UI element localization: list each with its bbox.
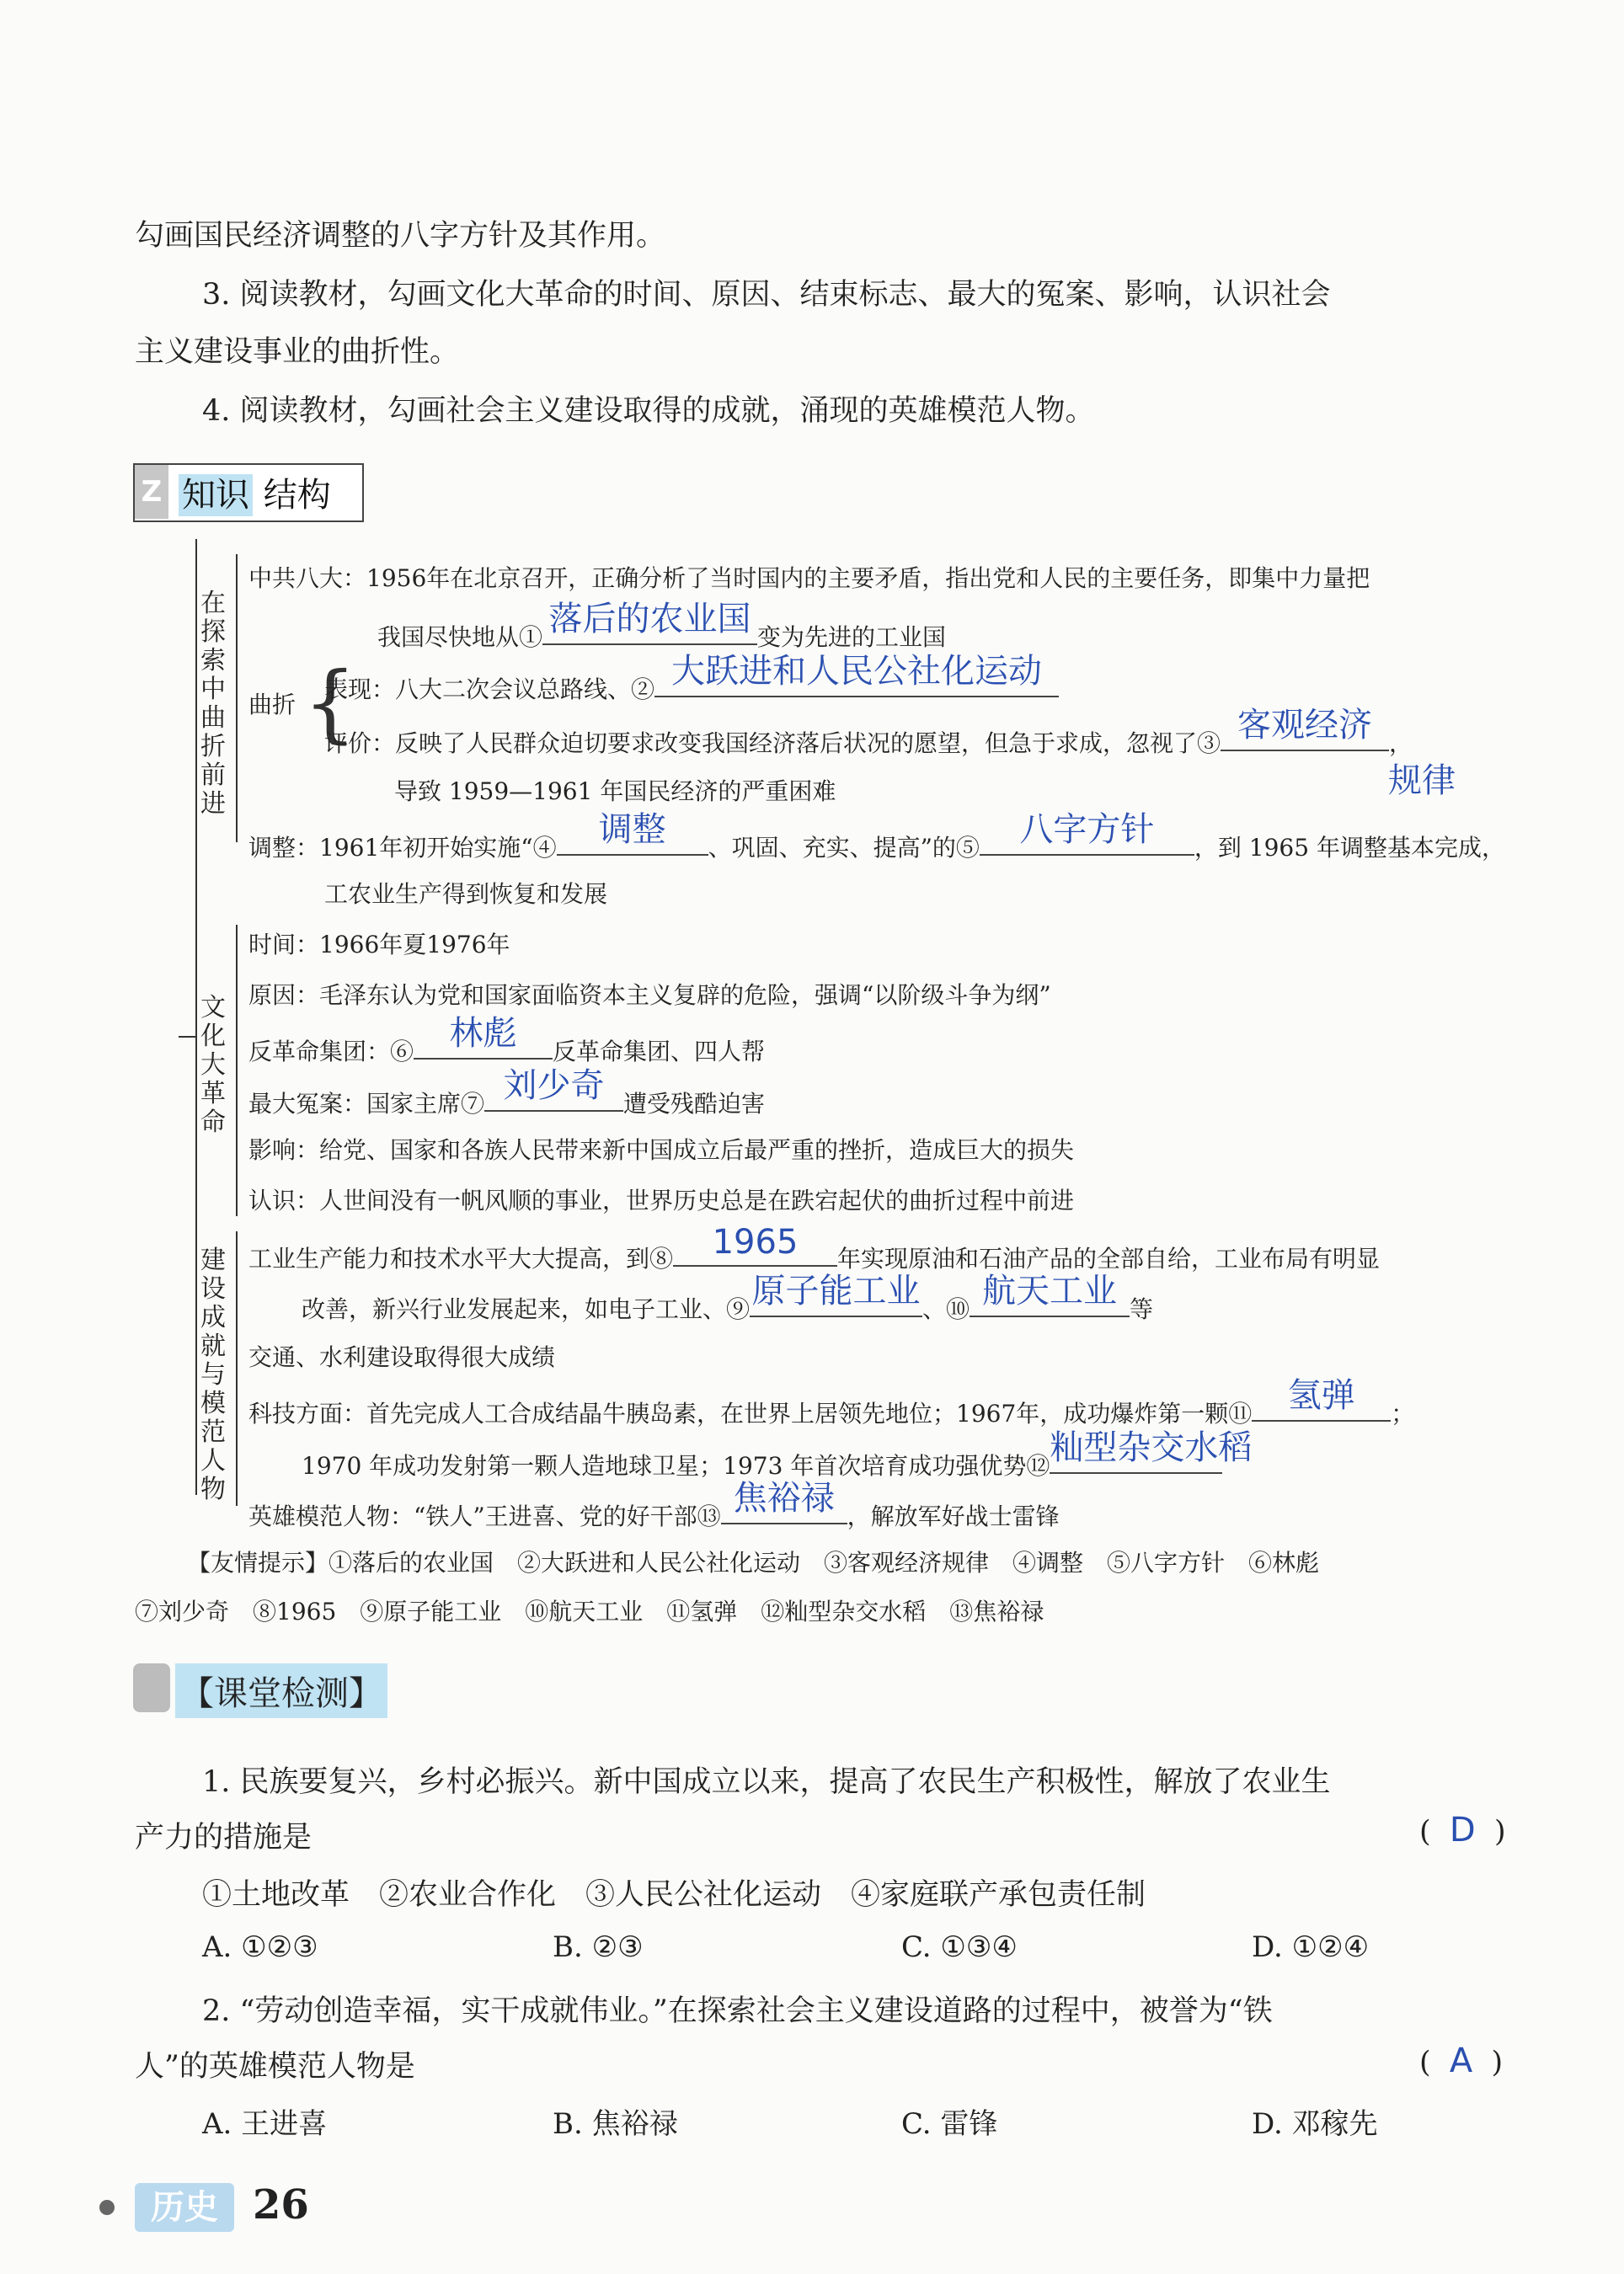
- g1-line-3: 表现：八大二次会议总路线、② 大跃进和人民公社化运动: [324, 667, 1059, 705]
- g3-line-3: 交通、水利建设取得很大成绩: [248, 1343, 556, 1371]
- g2-line-4: 最大冤案：国家主席⑦ 刘少奇 遭受残酷迫害: [248, 1081, 765, 1119]
- g2-line-6: 认识：人世间没有一帆风顺的事业，世界历史总是在跌宕起伏的曲折过程中前进: [248, 1187, 1075, 1214]
- g1-line-6: 调整：1961年初开始实施“④ 调整 、巩固、充实、提高”的⑤ 八字方针 ，到 1965 年调整基本完成，: [248, 825, 1505, 863]
- twist-brace: {: [303, 654, 357, 752]
- twist-label: 曲折: [248, 691, 296, 718]
- answer-11: 氢弹: [1287, 1376, 1355, 1415]
- answer-12: 籼型杂交水稻: [1050, 1428, 1253, 1467]
- q1-items: ①土地改革 ②农业合作化 ③人民公社化运动 ④家庭联产承包责任制: [202, 1878, 1146, 1912]
- q1-option-b: B. ②③: [553, 1930, 644, 1964]
- intro-line-1: 勾画国民经济调整的八字方针及其作用。: [135, 219, 666, 253]
- q1-option-c: C. ①③④: [901, 1930, 1018, 1964]
- footer-dot-icon: [99, 2200, 115, 2215]
- group-label-cultural-revolution: 文化大革命: [200, 993, 226, 1137]
- q2-answer-slot: ( A ): [1419, 2042, 1504, 2080]
- g1-line-5: 导致 1959—1961 年国民经济的严重困难: [394, 777, 836, 805]
- answer-7: 刘少奇: [503, 1066, 605, 1105]
- answer-1: 落后的农业国: [548, 600, 751, 638]
- g3-line-4: 科技方面：首先完成人工合成结晶牛胰岛素，在世界上居领先地位；1967年，成功爆炸第一颗⑪ 氢弹 ；: [248, 1391, 1414, 1429]
- intro-item-4: 4. 阅读教材，勾画社会主义建设取得的成就，涌现的英雄模范人物。: [202, 394, 1095, 428]
- footer-subject-tab: 历史: [135, 2183, 234, 2232]
- group-label-explore: 在探索中曲折前进: [200, 589, 226, 819]
- q1-stem-b: 产力的措施是: [135, 1821, 313, 1855]
- answer-3b: 规律: [1388, 761, 1456, 800]
- g3-line-6: 英雄模范人物：“铁人”王进喜、党的好干部⑬ 焦裕禄 ，解放军好战士雷锋: [248, 1494, 1060, 1532]
- answer-13: 焦裕禄: [733, 1479, 835, 1518]
- g2-line-1: 时间：1966年夏1976年: [248, 931, 510, 958]
- q2-stem-a: 2. “劳动创造幸福，实干成就伟业。”在探索社会主义建设道路的过程中，被誉为“铁: [202, 1994, 1273, 2028]
- section-knowledge-title: 知识 结构: [179, 468, 331, 516]
- group-label-achievements: 建设成就与模范人物: [200, 1246, 226, 1504]
- answer-4: 调整: [598, 810, 666, 849]
- q1-option-d: D. ①②④: [1252, 1930, 1370, 1964]
- g2-line-2: 原因：毛泽东认为党和国家面临资本主义复辟的危险，强调“以阶级斗争为纲”: [248, 981, 1051, 1009]
- section-check-title: 【课堂检测】: [175, 1663, 387, 1718]
- q1-answer: D: [1449, 1811, 1476, 1850]
- g2-line-5: 影响：给党、国家和各族人民带来新中国成立后最严重的挫折，造成巨大的损失: [248, 1136, 1075, 1164]
- g1-line-7: 工农业生产得到恢复和发展: [324, 880, 608, 908]
- answer-10: 航天工业: [982, 1272, 1118, 1310]
- intro-item-3a: 3. 阅读教材，勾画文化大革命的时间、原因、结束标志、最大的冤案、影响，认识社会: [202, 278, 1331, 312]
- q1-answer-slot: ( D ): [1419, 1811, 1506, 1850]
- g2-line-3: 反革命集团：⑥ 林彪 反革命集团、四人帮: [248, 1029, 765, 1067]
- answer-6: 林彪: [449, 1014, 517, 1053]
- intro-item-3b: 主义建设事业的曲折性。: [135, 335, 460, 369]
- g1-line-1: 中共八大：1956年在北京召开，正确分析了当时国内的主要矛盾，指出党和人民的主要任务，即集中力量把: [248, 564, 1370, 592]
- q2-option-d: D. 邓稼先: [1252, 2107, 1378, 2141]
- q2-option-c: C. 雷锋: [901, 2107, 998, 2141]
- g3-line-2: 改善，新兴行业发展起来，如电子工业、⑨ 原子能工业 、⑩ 航天工业 等: [302, 1287, 1153, 1325]
- g1-line-2: 我国尽快地从① 落后的农业国 变为先进的工业国: [377, 615, 946, 653]
- q2-answer: A: [1449, 2042, 1473, 2080]
- q1-option-a: A. ①②③: [202, 1930, 318, 1964]
- section-check-icon: [133, 1663, 170, 1712]
- answer-8: 1965: [712, 1223, 799, 1262]
- answer-3a: 客观经济: [1237, 706, 1373, 745]
- g1-line-4: 评价：反映了人民群众迫切要求改变我国经济落后状况的愿望，但急于求成，忽视了③ 客观经济 ，: [324, 721, 1413, 759]
- q2-option-b: B. 焦裕禄: [553, 2107, 678, 2141]
- q2-stem-b: 人”的英雄模范人物是: [135, 2050, 415, 2084]
- answer-2: 大跃进和人民公社化运动: [671, 652, 1043, 691]
- section-tab-icon: Z: [135, 465, 168, 519]
- q2-option-a: A. 王进喜: [202, 2107, 328, 2141]
- g3-line-5: 1970 年成功发射第一颗人造地球卫星；1973 年首次培育成功强优势⑫ 籼型杂交水稻: [302, 1444, 1222, 1481]
- q1-stem-a: 1. 民族要复兴，乡村必振兴。新中国成立以来，提高了农民生产积极性，解放了农业生: [202, 1765, 1331, 1799]
- page-number: 26: [253, 2181, 309, 2229]
- g3-line-1: 工业生产能力和技术水平大大提高，到⑧ 1965 年实现原油和石油产品的全部自给，工业布局有明显: [248, 1223, 1381, 1273]
- hint-line-1: 【友情提示】①落后的农业国 ②大跃进和人民公社化运动 ③客观经济规律 ④调整 ⑤八字方针 ⑥林彪: [187, 1549, 1320, 1577]
- answer-5: 八字方针: [1019, 810, 1155, 849]
- hint-line-2: ⑦刘少奇 ⑧1965 ⑨原子能工业 ⑩航天工业 ⑪氢弹 ⑫籼型杂交水稻 ⑬焦裕禄: [135, 1598, 1044, 1625]
- answer-9: 原子能工业: [751, 1272, 921, 1310]
